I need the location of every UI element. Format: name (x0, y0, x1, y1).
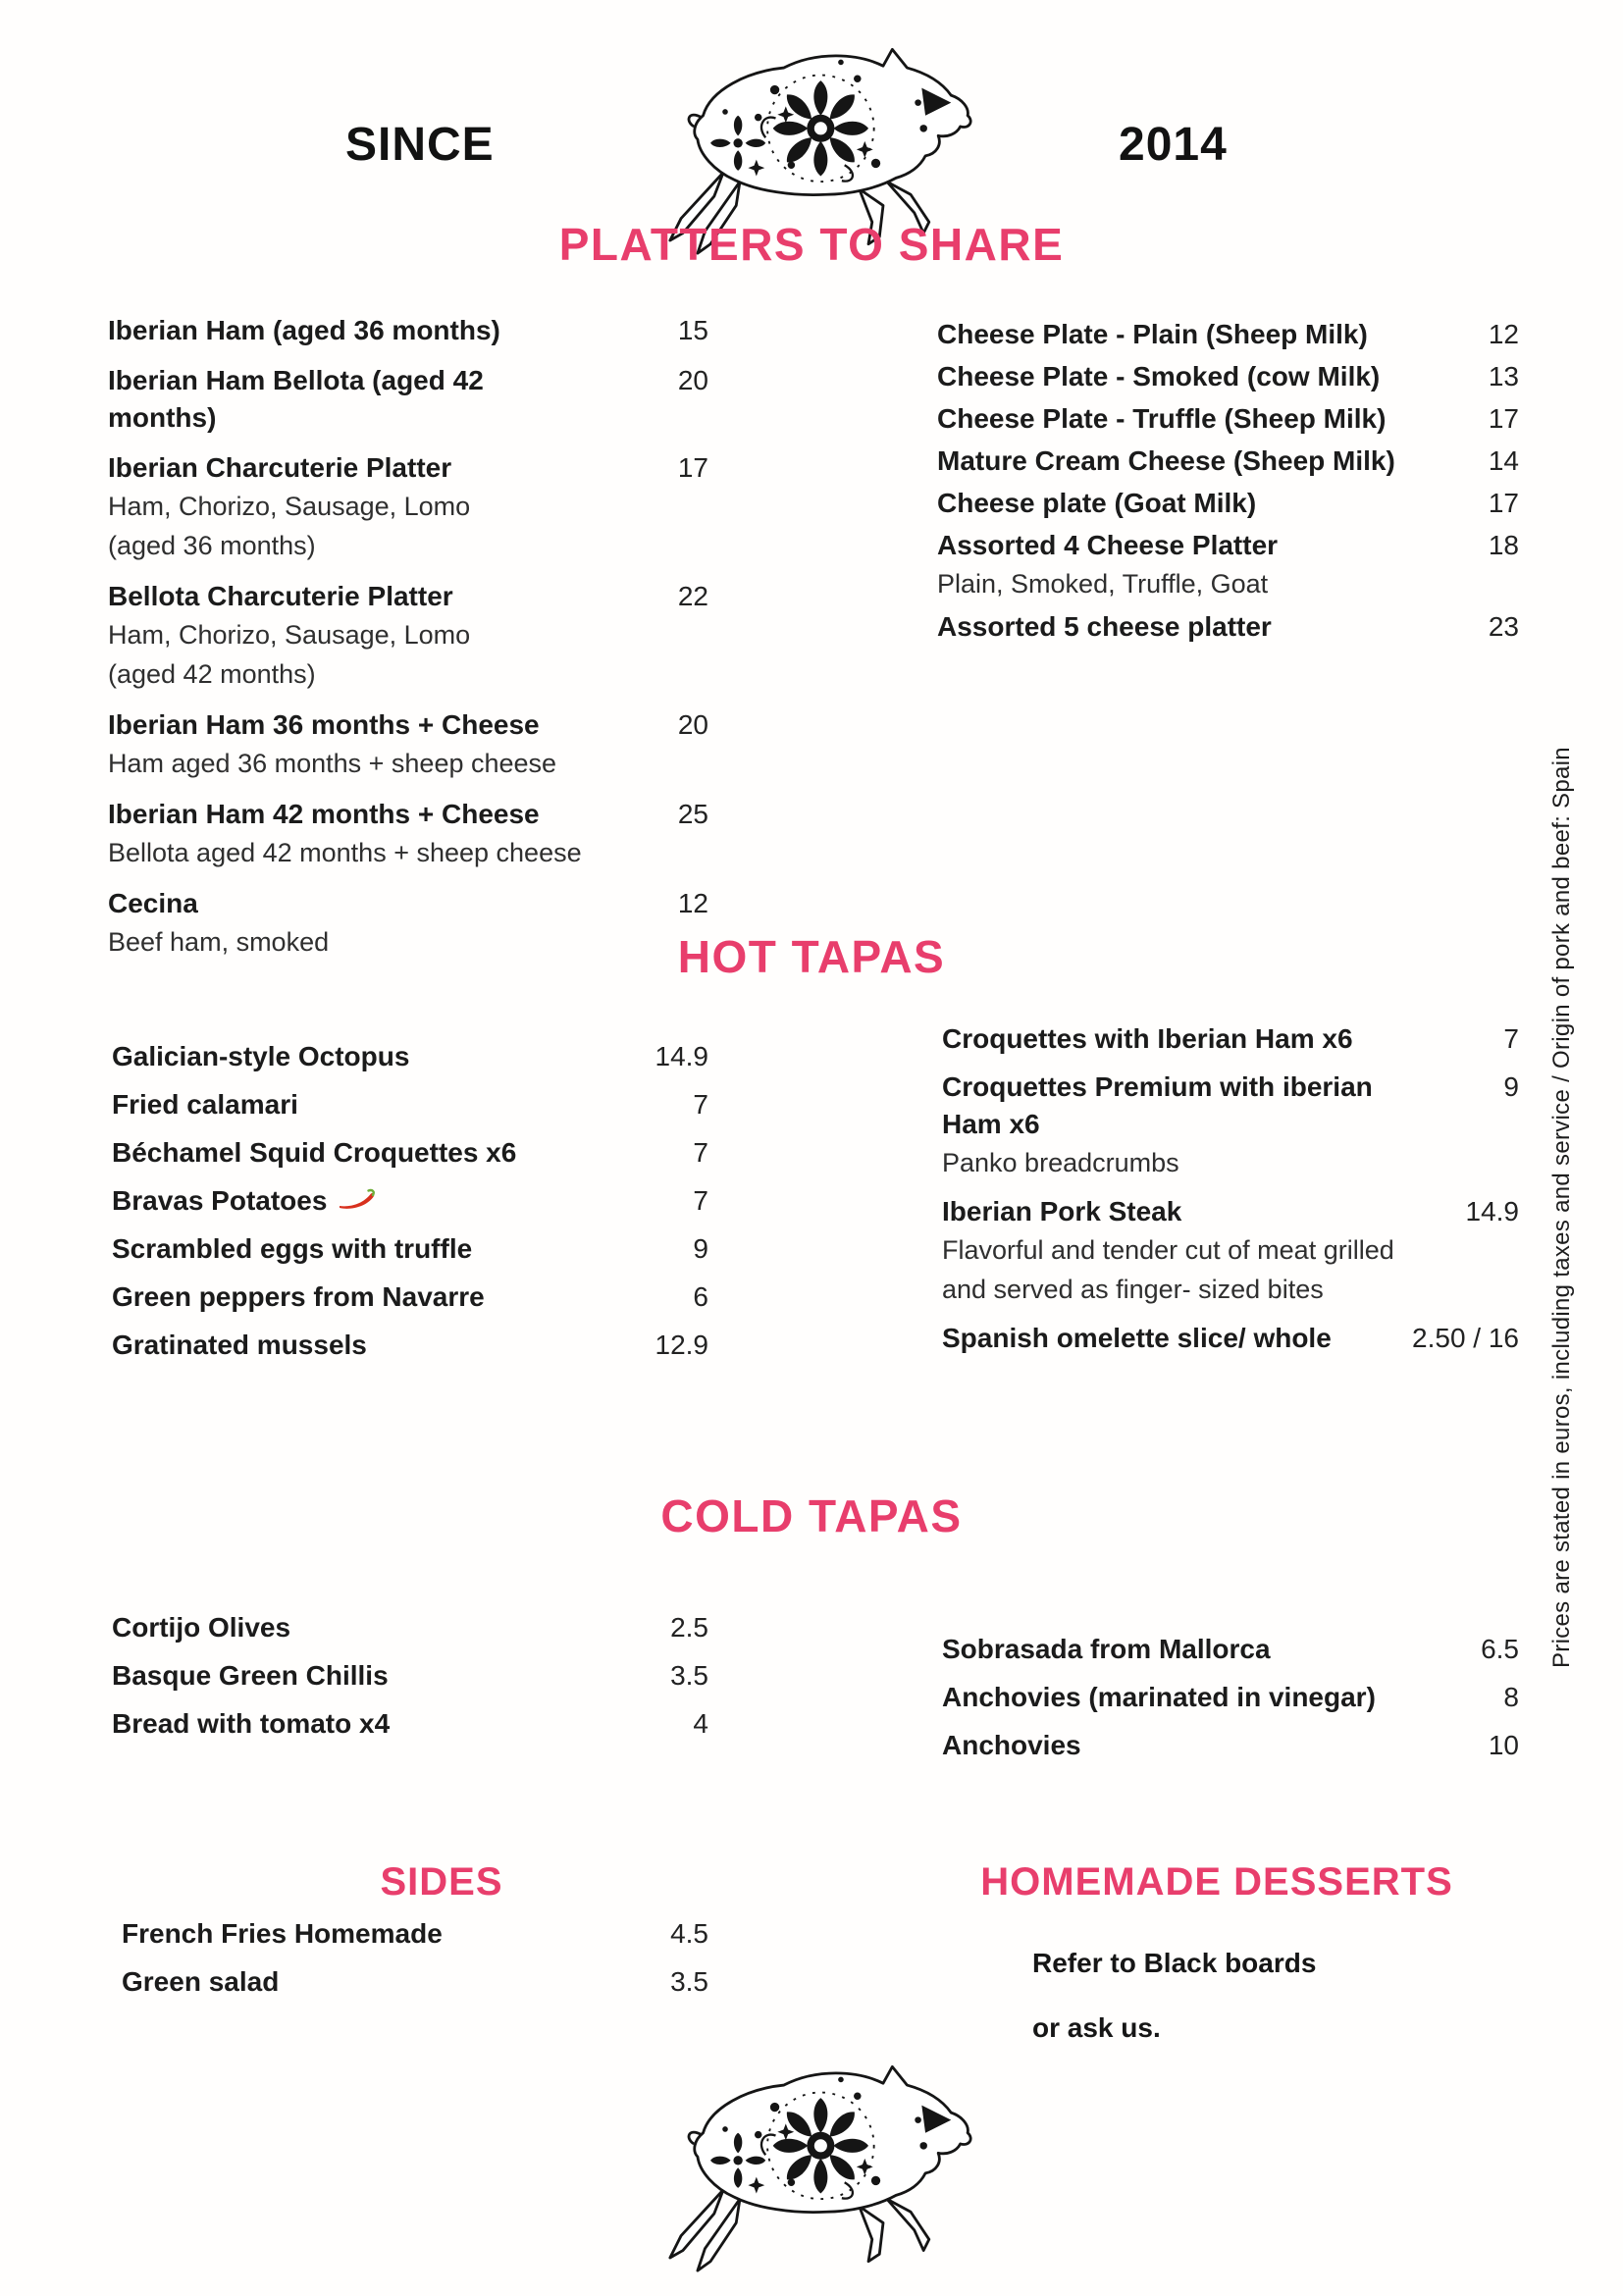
menu-item-price: 3.5 (670, 1660, 708, 1691)
section-title-cold-tapas: COLD TAPAS (660, 1490, 963, 1541)
menu-item-line (112, 1278, 708, 1316)
menu-item-line (108, 362, 708, 437)
menu-item (937, 485, 1519, 522)
menu-item-line (112, 1086, 708, 1123)
menu-item-price: 14.9 (654, 1041, 708, 1071)
menu-item-price: 10 (1488, 1730, 1519, 1760)
menu-item-price: 17 (677, 452, 708, 483)
menu-item-name: Iberian Ham 42 months + Cheese (108, 799, 540, 829)
menu-item-line (942, 1193, 1519, 1230)
menu-item (937, 527, 1519, 603)
menu-item-line (108, 312, 708, 349)
cold-tapas-right-column (942, 1631, 1519, 1775)
menu-item-price: 2.50 / 16 (1412, 1323, 1519, 1353)
menu-item-name: Green peppers from Navarre (112, 1281, 485, 1312)
platters-right-column (937, 316, 1519, 651)
menu-item (942, 1020, 1519, 1058)
menu-item-description: and served as finger- sized bites (942, 1275, 1324, 1304)
menu-item (112, 1038, 708, 1075)
menu-item-line (937, 400, 1519, 438)
menu-item-name: Sobrasada from Mallorca (942, 1634, 1271, 1664)
menu-item-name: Anchovies (942, 1730, 1081, 1760)
menu-item-price: 8 (1503, 1682, 1519, 1712)
menu-item (112, 1609, 708, 1646)
menu-item-price: 4.5 (670, 1918, 708, 1949)
menu-item-name: Mature Cream Cheese (Sheep Milk) (937, 445, 1395, 476)
menu-item-name: Bellota Charcuterie Platter (108, 581, 453, 611)
menu-item-line (112, 1657, 708, 1695)
menu-item-description: Ham, Chorizo, Sausage, Lomo (108, 492, 471, 521)
menu-item (122, 1915, 708, 1953)
menu-item (942, 1679, 1519, 1716)
menu-item-line (937, 443, 1519, 480)
menu-item-name: French Fries Homemade (122, 1918, 443, 1949)
menu-item (108, 449, 708, 565)
menu-item-description: Bellota aged 42 months + sheep cheese (108, 838, 582, 867)
section-title-sides: SIDES (380, 1860, 503, 1904)
menu-item-name: Gratinated mussels (112, 1330, 367, 1360)
menu-item (937, 608, 1519, 646)
menu-item-line (942, 1679, 1519, 1716)
menu-item-name: Assorted 5 cheese platter (937, 611, 1272, 642)
menu-item (112, 1327, 708, 1364)
menu-item-line (112, 1182, 708, 1220)
menu-item (112, 1278, 708, 1316)
menu-item-price: 20 (677, 365, 708, 395)
menu-item (937, 358, 1519, 395)
menu-item-price: 25 (677, 799, 708, 829)
prices-origin-note: Prices are stated in euros, including taxes and service / Origin of pork and beef: Spain (1548, 747, 1575, 1668)
menu-item-price: 12 (1488, 319, 1519, 349)
menu-item-price: 14 (1488, 445, 1519, 476)
menu-item-name: Cecina (108, 888, 198, 918)
menu-item-price: 12 (677, 888, 708, 918)
menu-item-price: 7 (693, 1089, 708, 1120)
menu-item-line (108, 796, 708, 833)
menu-item-name: Spanish omelette slice/ whole (942, 1323, 1332, 1353)
menu-item (112, 1705, 708, 1743)
menu-item-name: Anchovies (marinated in vinegar) (942, 1682, 1376, 1712)
menu-item-name: Bravas Potatoes (112, 1182, 614, 1220)
menu-item-price: 18 (1488, 530, 1519, 560)
menu-item-name: Iberian Ham (aged 36 months) (108, 315, 500, 345)
menu-item-price: 14.9 (1465, 1196, 1519, 1226)
menu-item (112, 1182, 708, 1220)
menu-item (937, 316, 1519, 353)
menu-item-name: Cortijo Olives (112, 1612, 291, 1643)
menu-item-name: Bread with tomato x4 (112, 1708, 391, 1739)
menu-item-name: Basque Green Chillis (112, 1660, 389, 1691)
menu-item-line (942, 1727, 1519, 1764)
menu-item (108, 796, 708, 872)
menu-item-name: Iberian Charcuterie Platter (108, 452, 452, 483)
menu-item-price: 17 (1488, 488, 1519, 518)
menu-item-line (108, 578, 708, 615)
menu-item-name: Scrambled eggs with truffle (112, 1233, 473, 1264)
menu-item (112, 1134, 708, 1172)
menu-item (942, 1193, 1519, 1309)
menu-item-description: (aged 42 months) (108, 659, 316, 689)
menu-item (108, 578, 708, 694)
menu-item (108, 362, 708, 437)
desserts-note-line: Refer to Black boards (1032, 1948, 1317, 1978)
menu-item-name: Fried calamari (112, 1089, 298, 1120)
cold-tapas-left-column (112, 1609, 708, 1753)
menu-item-name: Green salad (122, 1966, 280, 1997)
boar-logo-bottom (646, 2043, 977, 2272)
menu-item (942, 1631, 1519, 1668)
menu-item-price: 3.5 (670, 1966, 708, 1997)
hot-tapas-right-column (942, 1020, 1519, 1368)
menu-item-line (112, 1327, 708, 1364)
menu-item (108, 706, 708, 783)
menu-item-price: 12.9 (654, 1330, 708, 1360)
menu-item-description: (aged 36 months) (108, 531, 316, 560)
menu-item-line (937, 316, 1519, 353)
menu-item-price: 7 (1503, 1023, 1519, 1054)
menu-item-price: 22 (677, 581, 708, 611)
menu-item-price: 9 (693, 1233, 708, 1264)
menu-item-description: Panko breadcrumbs (942, 1148, 1179, 1177)
menu-item-name: Iberian Ham Bellota (aged 42 months) (108, 365, 484, 433)
menu-item-line (122, 1915, 708, 1953)
section-title-platters: PLATTERS TO SHARE (558, 219, 1065, 270)
menu-item (942, 1320, 1519, 1357)
menu-item-line (112, 1609, 708, 1646)
menu-item-line (937, 485, 1519, 522)
hot-tapas-left-column (112, 1038, 708, 1375)
menu-item (112, 1086, 708, 1123)
menu-item-price: 20 (677, 709, 708, 740)
menu-item-price: 6 (693, 1281, 708, 1312)
desserts-note (1032, 1945, 1464, 2074)
since-label: SINCE (345, 119, 495, 171)
platters-left-column (108, 312, 708, 974)
menu-item-name: Croquettes with Iberian Ham x6 (942, 1023, 1353, 1054)
menu-item (937, 443, 1519, 480)
menu-item-line (108, 885, 708, 922)
menu-item (112, 1657, 708, 1695)
section-title-hot-tapas: HOT TAPAS (677, 931, 946, 982)
chili-icon (337, 1187, 380, 1213)
menu-item-name: Cheese Plate - Smoked (cow Milk) (937, 361, 1381, 391)
menu-item-description: Plain, Smoked, Truffle, Goat (937, 569, 1269, 599)
menu-item-line (108, 449, 708, 487)
menu-item-description: Ham aged 36 months + sheep cheese (108, 749, 557, 778)
menu-item-description: Flavorful and tender cut of meat grilled (942, 1235, 1394, 1265)
menu-item-description: Ham, Chorizo, Sausage, Lomo (108, 620, 471, 650)
menu-item-price: 23 (1488, 611, 1519, 642)
menu-item-name: Cheese Plate - Plain (Sheep Milk) (937, 319, 1368, 349)
menu-item-price: 6.5 (1481, 1634, 1519, 1664)
menu-item-line (937, 358, 1519, 395)
menu-item-name: Béchamel Squid Croquettes x6 (112, 1137, 517, 1168)
menu-item-name: Iberian Pork Steak (942, 1196, 1182, 1226)
menu-item-line (122, 1963, 708, 2001)
menu-item (942, 1727, 1519, 1764)
menu-item-price: 9 (1503, 1071, 1519, 1102)
menu-item-price: 7 (693, 1185, 708, 1216)
menu-item-description: Beef ham, smoked (108, 927, 330, 957)
menu-item-price: 15 (677, 315, 708, 345)
year-label: 2014 (1119, 119, 1228, 171)
menu-item-price: 13 (1488, 361, 1519, 391)
menu-item (942, 1069, 1519, 1182)
menu-item-line (937, 608, 1519, 646)
menu-item-line (942, 1020, 1519, 1058)
menu-item-price: 2.5 (670, 1612, 708, 1643)
menu-item-line (108, 706, 708, 744)
menu-item (108, 312, 708, 349)
menu-item (122, 1963, 708, 2001)
menu-item-name: Cheese plate (Goat Milk) (937, 488, 1257, 518)
menu-item-line (937, 527, 1519, 564)
menu-item-price: 7 (693, 1137, 708, 1168)
menu-item-line (942, 1631, 1519, 1668)
menu-item-name: Assorted 4 Cheese Platter (937, 530, 1279, 560)
menu-item-line (942, 1069, 1519, 1143)
sides-column (122, 1915, 708, 2011)
section-title-desserts: HOMEMADE DESSERTS (980, 1860, 1453, 1904)
menu-item-price: 17 (1488, 403, 1519, 434)
menu-item-line (112, 1134, 708, 1172)
menu-item-line (112, 1038, 708, 1075)
menu-item-name: Croquettes Premium with iberian Ham x6 (942, 1071, 1373, 1139)
menu-item (112, 1230, 708, 1268)
menu-item-name: Galician-style Octopus (112, 1041, 410, 1071)
menu-item-line (112, 1230, 708, 1268)
menu-item-line (112, 1705, 708, 1743)
menu-item (937, 400, 1519, 438)
menu-item-price: 4 (693, 1708, 708, 1739)
menu-item-name: Cheese Plate - Truffle (Sheep Milk) (937, 403, 1387, 434)
menu-item-name: Iberian Ham 36 months + Cheese (108, 709, 540, 740)
desserts-note-line: or ask us. (1032, 2012, 1161, 2043)
menu-item-line (942, 1320, 1519, 1357)
